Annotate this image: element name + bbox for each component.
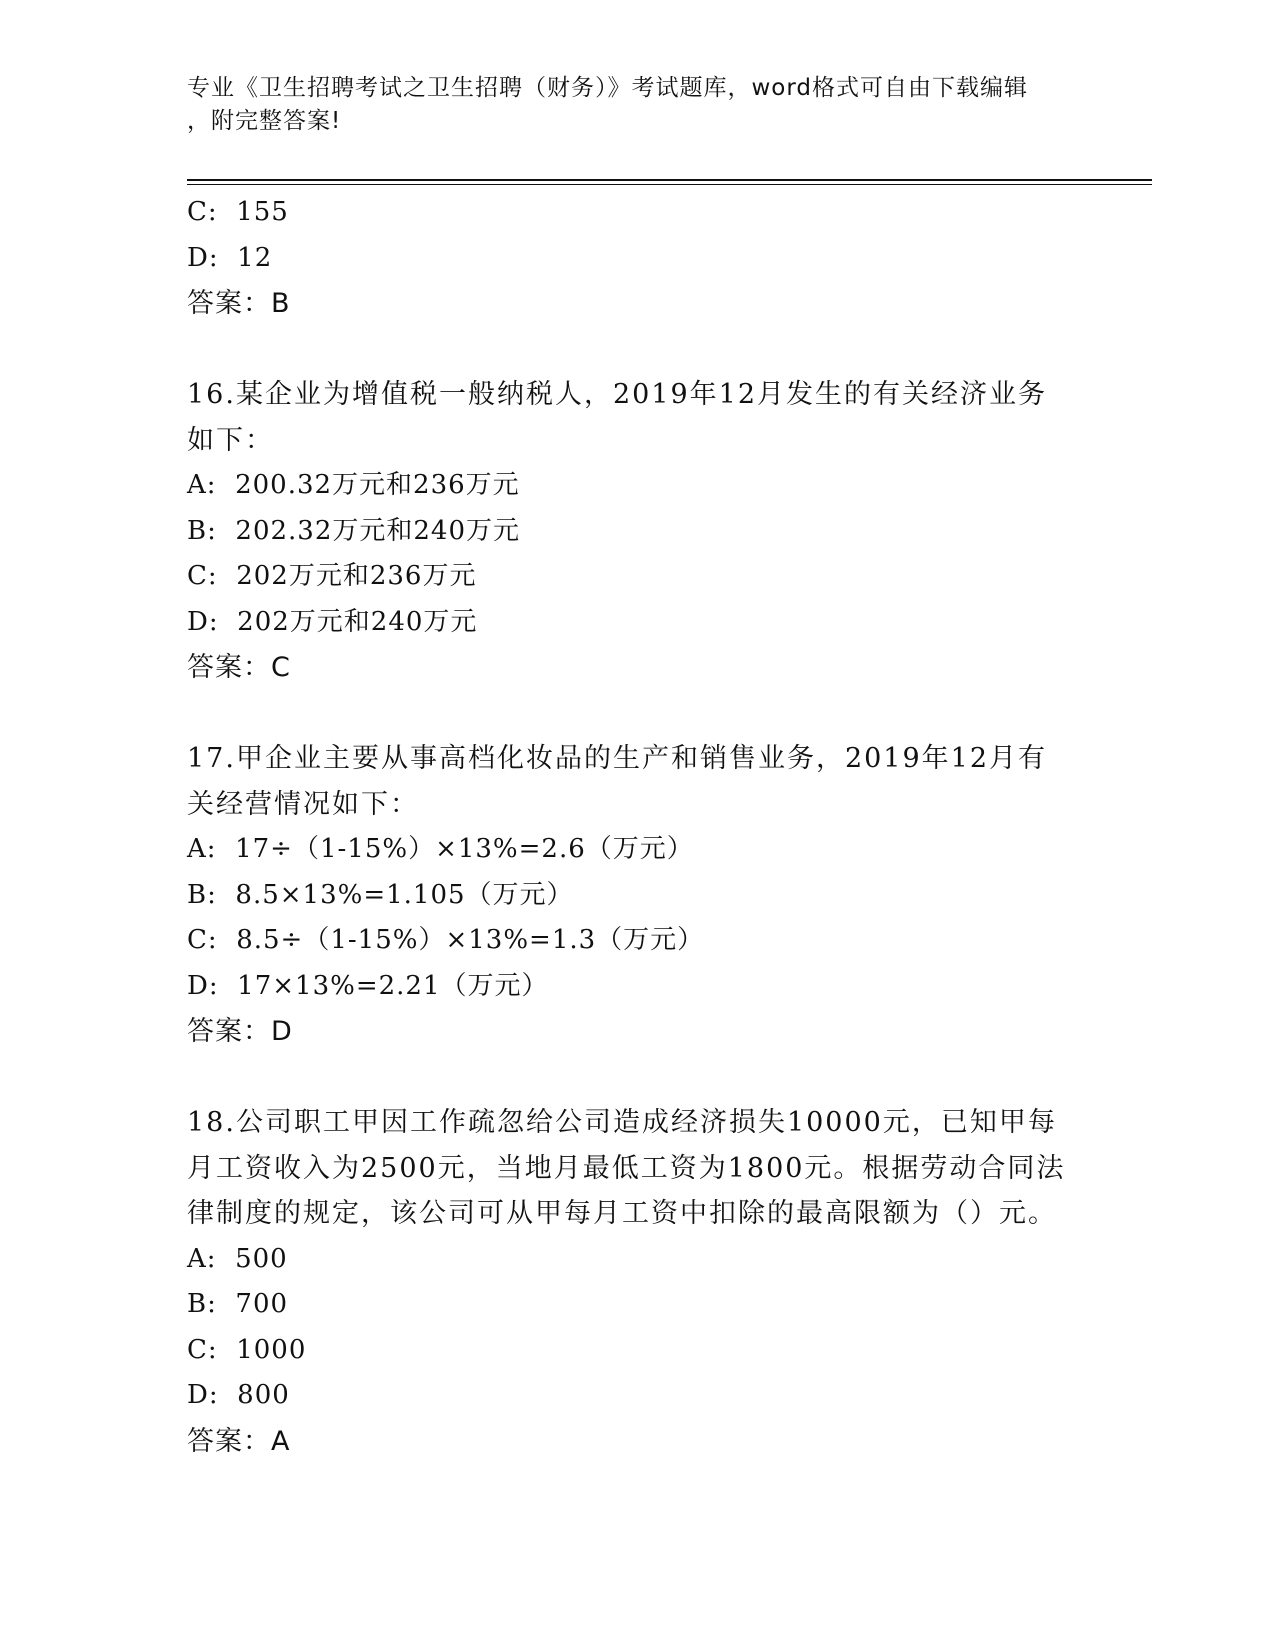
document-header — [187, 72, 1087, 138]
option-a: A: 200.32万元和236万元 — [187, 470, 520, 500]
answer-line: 答案：D — [187, 1016, 293, 1047]
option-c: C: 1000 — [187, 1334, 307, 1365]
question-16 — [187, 372, 1067, 691]
option-d: D: 17×13%=2.21（万元） — [187, 970, 549, 1001]
header-line-1: 专业《卫生招聘考试之卫生招聘（财务）》考试题库，word格式可自由下载编辑 — [187, 75, 1029, 101]
answer-line: 答案：A — [187, 1425, 291, 1457]
header-divider-thin — [187, 184, 1152, 185]
option-c: C: 202万元和236万元 — [187, 561, 477, 591]
option-c: C: 8.5÷（1-15%）×13%=1.3（万元） — [187, 925, 705, 955]
option-c: C: 155 — [187, 197, 289, 227]
question-18 — [187, 1100, 1067, 1464]
header-line-2: ，附完整答案! — [187, 108, 342, 134]
question-stem: 17.甲企业主要从事高档化妆品的生产和销售业务，2019年12月有关经营情况如下： — [187, 743, 1048, 820]
option-d: D: 202万元和240万元 — [187, 606, 478, 637]
option-a: A: 17÷（1-15%）×13%=2.6（万元） — [187, 834, 694, 864]
question-stem: 16.某企业为增值税一般纳税人，2019年12月发生的有关经济业务如下： — [187, 379, 1048, 456]
question-list — [187, 190, 1067, 1464]
question-17 — [187, 736, 1067, 1055]
option-d: D: 12 — [187, 242, 273, 273]
option-d: D: 800 — [187, 1380, 290, 1410]
option-a: A: 500 — [187, 1243, 288, 1274]
header-divider-thick — [187, 179, 1152, 181]
previous-question-tail — [187, 190, 1067, 327]
answer-line: 答案：C — [187, 652, 291, 683]
option-b: B: 202.32万元和240万元 — [187, 515, 521, 546]
answer-line: 答案：B — [187, 288, 291, 319]
question-stem: 18.公司职工甲因工作疏忽给公司造成经济损失10000元，已知甲每月工资收入为2500元，当地月最低工资为1800元。根据劳动合同法律制度的规定，该公司可从甲每月工资中扣除的最高限额为（）元。 — [187, 1107, 1066, 1229]
option-b: B: 700 — [187, 1289, 289, 1319]
option-b: B: 8.5×13%=1.105（万元） — [187, 879, 574, 910]
